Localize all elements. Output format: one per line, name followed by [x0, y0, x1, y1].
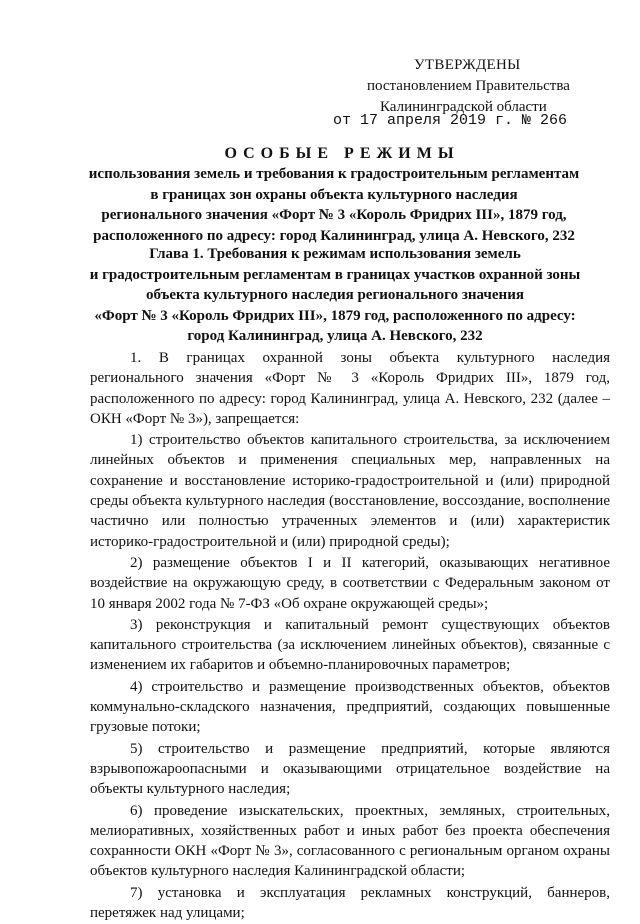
chapter-line: Глава 1. Требования к режимам использования земель	[149, 246, 521, 262]
chapter-line: «Форт № 3 «Король Фридрих III», 1879 год, расположенного по адресу:	[94, 307, 576, 324]
approval-heading: УТВЕРЖДЕНЫ	[414, 57, 521, 73]
document-subtitle	[0, 164, 640, 246]
list-item: 2) размещение объектов I и II категорий, оказывающих негативное воздействие на окружающую среду, в соответствии с Федеральным законом от 10 января 2002 года № 7-ФЗ «Об охране окружающей среды»;	[90, 554, 610, 612]
list-item: 4) строительство и размещение производственных объектов, объектов коммунально-складского назначения, предприятий, создающих повышенные грузовые потоки;	[90, 678, 610, 736]
document-title: ОСОБЫЕ РЕЖИМЫ	[224, 145, 460, 162]
list-item: 7) установка и эксплуатация рекламных конструкций, баннеров, перетяжек над улицами;	[90, 884, 610, 922]
document-body	[90, 348, 610, 924]
subtitle-line: использования земель и требования к градостроительным регламентам	[88, 166, 580, 182]
chapter-line: и градостроительным регламентам в границах участков охранной зоны	[89, 266, 581, 283]
paragraph-intro: 1. В границах охранной зоны объекта культурного наследия регионального значения «Форт № 3 «Король Фридрих III», 1879 год, расположенного по адресу: город Калининград, улица А. Невского, 232 (далее – ОКН «Форт № 3»), запрещается:	[90, 350, 610, 427]
list-item: 3) реконструкция и капитальный ремонт существующих объектов капитального строительства (за исключением линейных объектов), связанные с изменением их габаритов и объемно-планировочных параметров;	[90, 616, 610, 674]
list-item: 6) проведение изыскательских, проектных, земляных, строительных, мелиоративных, хозяйственных работ и иных работ без проекта обеспечения сохранности ОКН «Форт № 3», согласованного с региональным органом охраны объектов культурного наследия Калининградской области;	[90, 802, 610, 880]
subtitle-line: в границах зон охраны объекта культурного наследия	[150, 186, 518, 203]
chapter-line: объекта культурного наследия регионального значения	[146, 287, 524, 303]
subtitle-line: регионального значения «Форт № 3 «Король Фридрих III», 1879 год,	[101, 207, 567, 223]
approval-authority: постановлением Правительства	[367, 78, 570, 94]
approval-date-number: от 17 апреля 2019 г. № 266	[333, 112, 568, 129]
list-item: 5) строительство и размещение предприятий, которые являются взрывопожароопасными и оказывающими отрицательное воздействие на объекты культурного наследия;	[90, 740, 610, 798]
list-item: 1) строительство объектов капитального строительства, за исключением линейных объектов и применения специальных мер, направленных на сохранение и восстановление историко-градостроительной и (или) природной среды объекта культурного наследия (восстановление, воссоздание, восполнение частично или полностью утраченных элементов и (или) характеристик историко-градостроительной и (или) природной среды);	[90, 432, 610, 550]
chapter-heading	[0, 244, 640, 347]
subtitle-line: расположенного по адресу: город Калининград, улица А. Невского, 232	[93, 227, 575, 244]
approval-region: Калининградской области	[380, 99, 547, 115]
chapter-line: город Калининград, улица А. Невского, 232	[187, 328, 483, 344]
